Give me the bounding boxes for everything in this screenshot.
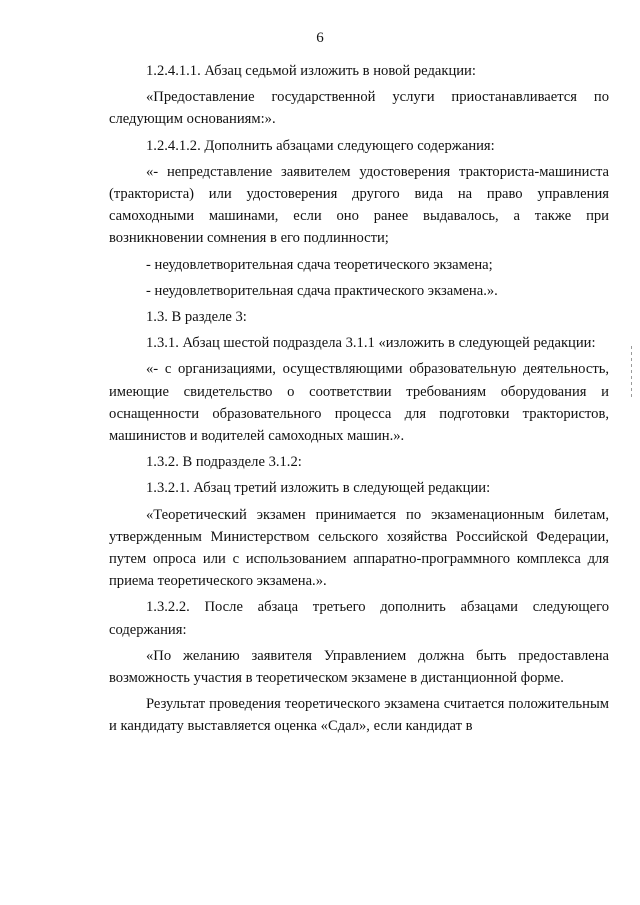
paragraph-1-2-4-1-1: 1.2.4.1.1. Абзац седьмой изложить в новой редакции: — [146, 63, 476, 79]
paragraph-1-3-2-2: 1.3.2.2. После абзаца третьего дополнить абзацами следующего содержания: — [109, 599, 609, 638]
paragraph-practical-exam-fail: - неудовлетворительная сдача практического экзамена.». — [146, 282, 498, 299]
paragraph-educational-organizations: «- с организациями, осуществляющими образовательную деятельность, имеющие свидетельство о соответствии требованиям оборудования и оснащенности образовательного процесса для подготовки трактористов, машинистов и водителей самоходных машин.». — [109, 361, 609, 445]
paragraph-service-suspension: «Предоставление государственной услуги приостанавливается по следующим основаниям:». — [109, 89, 609, 128]
paragraph-1-3-1: 1.3.1. Абзац шестой подраздела 3.1.1 «изложить в следующей редакции: — [146, 335, 596, 352]
scan-edge-mark — [631, 346, 632, 398]
paragraph-exam-result: Результат проведения теоретического экзамена считается положительным и кандидату выставляется оценка «Сдал», если кандидат в — [109, 696, 609, 735]
paragraph-theory-exam-tickets: «Теоретический экзамен принимается по экзаменационным билетам, утвержденным Министерством сельского хозяйства Российской Федерации, путем опроса или с использованием аппаратно-программного комплекса для приема теоретического экзамена.». — [109, 506, 609, 590]
document-body — [109, 60, 609, 738]
paragraph-1-2-4-1-2: 1.2.4.1.2. Дополнить абзацами следующего содержания: — [146, 137, 495, 154]
paragraph-1-3-2-1: 1.3.2.1. Абзац третий изложить в следующей редакции: — [146, 480, 491, 497]
paragraph-1-3-2: 1.3.2. В подразделе 3.1.2: — [146, 454, 302, 471]
paragraph-1-3: 1.3. В разделе 3: — [146, 309, 247, 326]
paragraph-remote-exam: «По желанию заявителя Управлением должна быть предоставлена возможность участия в теоретическом экзамене в дистанционной форме. — [109, 647, 609, 687]
paragraph-certificate-missing: «- непредставление заявителем удостоверения тракториста-машиниста (тракториста) или удостоверения другого вида на право управления самоходными машинами, если оно ранее выдавалось, а также при возникновении сомнения в его подлинности; — [109, 163, 609, 247]
paragraph-theory-exam-fail: - неудовлетворительная сдача теоретического экзамена; — [146, 256, 493, 273]
page-number: 6 — [316, 30, 324, 46]
